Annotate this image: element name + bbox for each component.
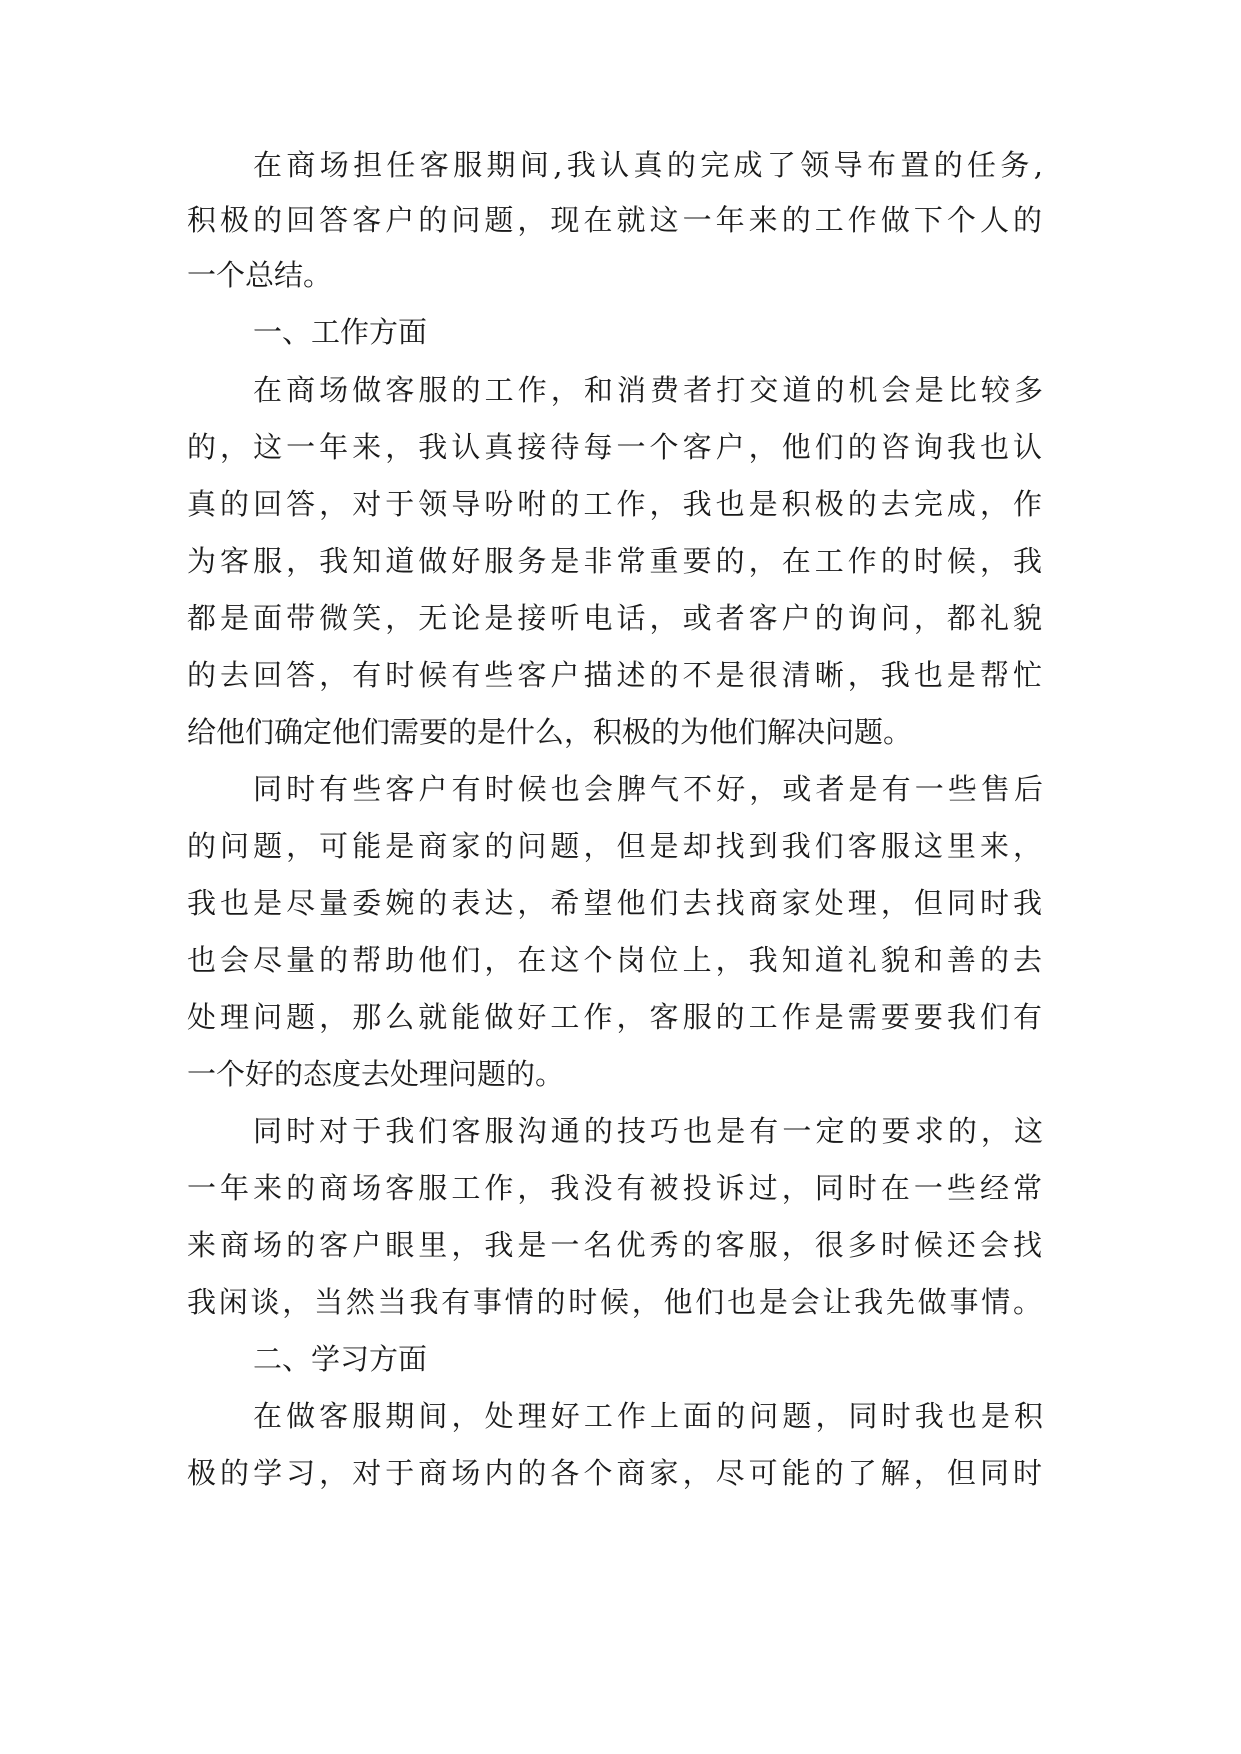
paragraph-3-line-4 xyxy=(0,930,1241,990)
paragraph-2-line-1 xyxy=(0,360,1241,420)
text: 同时有些客户有时候也会脾气不好，或者是有一些售后 xyxy=(253,772,1043,806)
text: 一、工作方面 xyxy=(253,315,428,349)
text: 的去回答，有时候有些客户描述的不是很清晰，我也是帮忙 xyxy=(187,658,1042,692)
text: 来商场的客户眼里，我是一名优秀的客服，很多时候还会找 xyxy=(187,1228,1042,1262)
paragraph-4-line-1 xyxy=(0,1101,1241,1161)
text: 的问题，可能是商家的问题，但是却找到我们客服这里来， xyxy=(187,829,1042,863)
text: 为客服，我知道做好服务是非常重要的，在工作的时候，我 xyxy=(187,544,1042,578)
text: 在商场做客服的工作，和消费者打交道的机会是比较多 xyxy=(253,373,1043,407)
text: 真的回答，对于领导吩咐的工作，我也是积极的去完成，作 xyxy=(187,487,1042,521)
paragraph-3-line-1 xyxy=(0,759,1241,819)
text: 一个总结。 xyxy=(187,258,333,292)
paragraph-5-line-2 xyxy=(0,1443,1241,1503)
text: 也会尽量的帮助他们，在这个岗位上，我知道礼貌和善的去 xyxy=(187,943,1042,977)
paragraph-1-line-1 xyxy=(0,135,1241,195)
paragraph-4-line-3 xyxy=(0,1215,1241,1275)
paragraph-1-line-2 xyxy=(0,190,1241,250)
paragraph-4-line-4 xyxy=(0,1272,1241,1332)
text: 都是面带微笑，无论是接听电话，或者客户的询问，都礼貌 xyxy=(187,601,1042,635)
text: 在商场担任客服期间,我认真的完成了领导布置的任务, xyxy=(253,148,1043,182)
text: 一年来的商场客服工作，我没有被投诉过，同时在一些经常 xyxy=(187,1171,1042,1205)
text: 极的学习，对于商场内的各个商家，尽可能的了解，但同时 xyxy=(187,1456,1042,1490)
text: 给他们确定他们需要的是什么，积极的为他们解决问题。 xyxy=(187,715,913,749)
text: 我闲谈，当然当我有事情的时候，他们也是会让我先做事情。 xyxy=(187,1285,1042,1319)
text: 同时对于我们客服沟通的技巧也是有一定的要求的，这 xyxy=(253,1114,1043,1148)
paragraph-2-line-4 xyxy=(0,531,1241,591)
paragraph-2-line-6 xyxy=(0,645,1241,705)
paragraph-1-line-3 xyxy=(0,245,1241,305)
section-heading-study xyxy=(0,1329,1241,1389)
paragraph-2-line-7 xyxy=(0,702,1241,762)
text: 一个好的态度去处理问题的。 xyxy=(187,1057,565,1091)
text: 在做客服期间，处理好工作上面的问题，同时我也是积 xyxy=(253,1399,1043,1433)
text: 我也是尽量委婉的表达，希望他们去找商家处理，但同时我 xyxy=(187,886,1042,920)
text: 处理问题，那么就能做好工作，客服的工作是需要要我们有 xyxy=(187,1000,1042,1034)
paragraph-2-line-3 xyxy=(0,474,1241,534)
paragraph-2-line-5 xyxy=(0,588,1241,648)
paragraph-2-line-2 xyxy=(0,417,1241,477)
paragraph-4-line-2 xyxy=(0,1158,1241,1218)
section-heading-work xyxy=(0,302,1241,362)
text: 二、学习方面 xyxy=(253,1342,428,1376)
paragraph-3-line-3 xyxy=(0,873,1241,933)
paragraph-3-line-2 xyxy=(0,816,1241,876)
paragraph-3-line-5 xyxy=(0,987,1241,1047)
paragraph-5-line-1 xyxy=(0,1386,1241,1446)
paragraph-3-line-6 xyxy=(0,1044,1241,1104)
text: 积极的回答客户的问题，现在就这一年来的工作做下个人的 xyxy=(187,203,1042,237)
text: 的，这一年来，我认真接待每一个客户，他们的咨询我也认 xyxy=(187,430,1042,464)
